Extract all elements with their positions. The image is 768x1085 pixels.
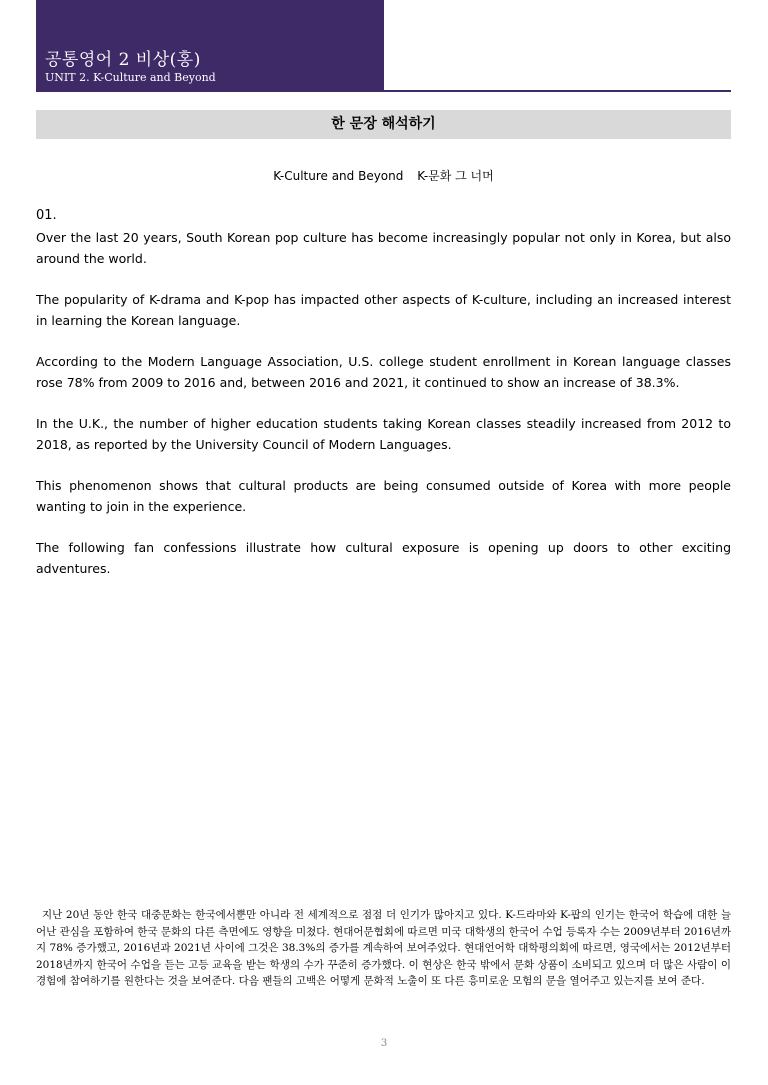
paragraph: In the U.K., the number of higher education students taking Korean classes steadily increased from 2012 to 2018, as reported by the University Council of Modern Languages. <box>36 416 731 452</box>
paragraph: According to the Modern Language Association, U.S. college student enrollment in Korean language classes rose 78% from 2009 to 2016 and, between 2016 and 2021, it continued to show an increase of 38.3%. <box>36 354 731 390</box>
item-number: 01. <box>36 208 57 223</box>
paragraph: The following fan confessions illustrate how cultural exposure is opening up doors to other exciting adventures. <box>36 540 731 576</box>
section-title: 한 문장 해석하기 <box>331 116 436 132</box>
document-title <box>36 167 731 184</box>
paragraph: Over the last 20 years, South Korean pop culture has become increasingly popular not only in Korea, but also around the world. <box>36 230 731 266</box>
korean-translation: 지난 20년 동안 한국 대중문화는 한국에서뿐만 아니라 전 세계적으로 점점 더 인기가 많아지고 있다. K-드라마와 K-팝의 인기는 한국어 학습에 대한 늘어난 관심을 포함하여 한국 문화의 다른 측면에도 영향을 미쳤다. 현대어문협회에 따르면 미국 대학생의 한국어 수업 등록자 수는 2009년부터 2016년까지 78% 증가했고, 2016년과 2021년 사이에 그것은 38.3%의 증가를 계속하여 보여주었다. 현대언어학 대학평의회에 따르면, 영국에서는 2012년부터 2018년까지 한국어 수업을 듣는 고등 교육을 받는 학생의 수가 꾸준히 증가했다. 이 현상은 한국 밖에서 문화 상품이 소비되고 있으며 더 많은 사람이 이 경험에 참여하기를 원한다는 것을 보여준다. 다음 팬들의 고백은 어떻게 문화적 노출이 또 다른 흥미로운 모험의 문을 열어주고 있는지를 보여 준다. <box>36 909 732 987</box>
unit-subtitle: UNIT 2. K-Culture and Beyond <box>45 71 216 84</box>
document-title-korean: K-문화 그 너머 <box>417 169 494 183</box>
paragraph: The popularity of K-drama and K-pop has impacted other aspects of K-culture, including an increased interest in learning the Korean language. <box>36 292 731 328</box>
paragraph: This phenomenon shows that cultural products are being consumed outside of Korea with more people wanting to join in the experience. <box>36 478 731 514</box>
course-title: 공통영어 2 비상(홍) <box>45 50 201 70</box>
page-number: 3 <box>380 1038 388 1049</box>
document-title-english: K-Culture and Beyond <box>273 169 404 183</box>
section-heading-bar <box>36 110 731 139</box>
english-passage <box>36 228 731 600</box>
header-divider <box>36 90 731 92</box>
